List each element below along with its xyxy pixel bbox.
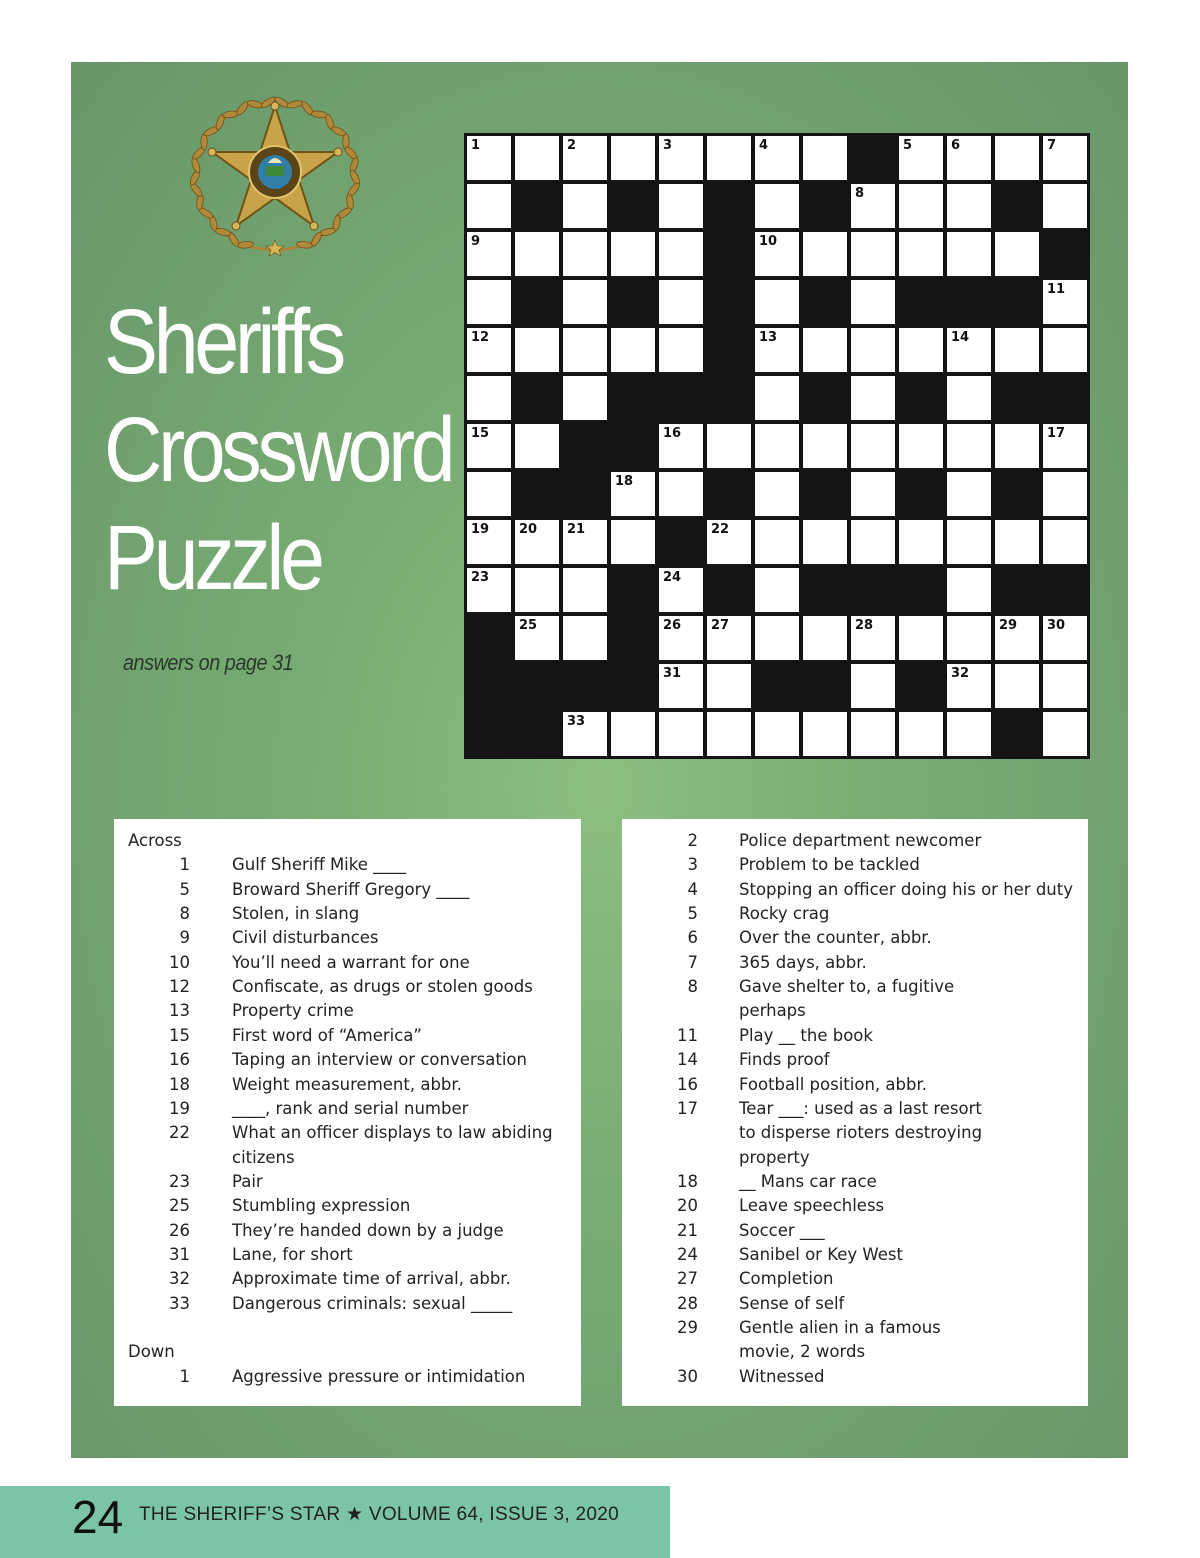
down-clue-number: 24 xyxy=(677,1244,698,1264)
across-clue-number: 23 xyxy=(169,1171,190,1191)
title-line-3: Puzzle xyxy=(104,507,321,609)
across-clue-number: 8 xyxy=(179,904,190,924)
grid-cell[interactable] xyxy=(467,424,511,468)
cell-number: 19 xyxy=(471,522,490,537)
cell-number: 7 xyxy=(1047,138,1057,153)
grid-cell[interactable] xyxy=(1043,712,1087,756)
grid-cell[interactable] xyxy=(659,280,703,324)
down-clue-number: 11 xyxy=(677,1025,698,1045)
down-clue-text: Completion xyxy=(739,1269,834,1289)
grid-cell[interactable] xyxy=(515,616,559,660)
grid-cell[interactable] xyxy=(899,616,943,660)
cell-number: 2 xyxy=(567,138,577,153)
grid-cell[interactable] xyxy=(899,184,943,228)
grid-cell[interactable] xyxy=(947,184,991,228)
across-clue-text: Stumbling expression xyxy=(232,1196,411,1216)
grid-cell[interactable] xyxy=(467,568,511,612)
across-clue-number: 32 xyxy=(169,1269,190,1289)
grid-cell[interactable] xyxy=(995,136,1039,180)
grid-cell[interactable] xyxy=(851,376,895,420)
grid-cell[interactable] xyxy=(995,424,1039,468)
grid-cell[interactable] xyxy=(611,232,655,276)
cell-number: 32 xyxy=(951,666,970,681)
across-clue-text: ____, rank and serial number xyxy=(232,1098,469,1118)
across-clue-number: 16 xyxy=(169,1050,190,1070)
grid-cell[interactable] xyxy=(659,232,703,276)
grid-cell[interactable] xyxy=(947,328,991,372)
grid-cell[interactable] xyxy=(1043,328,1087,372)
grid-cell[interactable] xyxy=(851,616,895,660)
grid-cell[interactable] xyxy=(1043,184,1087,228)
small-star-icon xyxy=(266,240,284,256)
page-title xyxy=(104,288,451,612)
across-clue-text: Approximate time of arrival, abbr. xyxy=(232,1269,511,1289)
down-clue-text: Aggressive pressure or intimidation xyxy=(232,1366,526,1386)
cell-number: 3 xyxy=(663,138,673,153)
across-clue-text: What an officer displays to law abiding xyxy=(232,1123,553,1143)
grid-cell[interactable] xyxy=(947,136,991,180)
cell-number: 14 xyxy=(951,330,970,345)
grid-cell[interactable] xyxy=(707,712,751,756)
cell-number: 17 xyxy=(1047,426,1066,441)
grid-cell[interactable] xyxy=(755,712,799,756)
grid-cell[interactable] xyxy=(803,616,847,660)
down-clue-number: 7 xyxy=(687,952,698,972)
grid-cell[interactable] xyxy=(659,712,703,756)
down-clue-text: Tear ___: used as a last resort xyxy=(739,1098,982,1118)
laurel-leaf xyxy=(247,99,264,109)
grid-cell[interactable] xyxy=(755,616,799,660)
across-clue-number: 10 xyxy=(169,952,190,972)
down-clue-text: Football position, abbr. xyxy=(739,1074,927,1094)
grid-cell[interactable] xyxy=(851,472,895,516)
across-clue-text: Confiscate, as drugs or stolen goods xyxy=(232,977,533,997)
across-clue-text: Civil disturbances xyxy=(232,928,379,948)
grid-cell[interactable] xyxy=(995,328,1039,372)
grid-cell[interactable] xyxy=(1043,472,1087,516)
down-clue-number: 3 xyxy=(687,855,698,875)
down-clue-text: Witnessed xyxy=(739,1366,825,1386)
down-clue-text: Soccer ___ xyxy=(739,1220,825,1240)
down-clue-text: Stopping an officer doing his or her duty xyxy=(739,879,1073,899)
across-clue-number: 15 xyxy=(169,1025,190,1045)
across-clue-text: Property crime xyxy=(232,1001,354,1021)
across-clue-number: 18 xyxy=(169,1074,190,1094)
grid-cell[interactable] xyxy=(563,136,607,180)
grid-cell[interactable] xyxy=(899,712,943,756)
down-clue-number: 28 xyxy=(677,1293,698,1313)
cell-number: 9 xyxy=(471,234,481,249)
grid-cell[interactable] xyxy=(611,328,655,372)
grid-cell[interactable] xyxy=(611,472,655,516)
grid-cell[interactable] xyxy=(611,136,655,180)
grid-cell[interactable] xyxy=(707,520,751,564)
cell-number: 25 xyxy=(519,618,538,633)
grid-cell[interactable] xyxy=(755,568,799,612)
grid-cell[interactable] xyxy=(1043,616,1087,660)
grid-cell[interactable] xyxy=(659,136,703,180)
sheriffs-seal-logo xyxy=(186,92,364,260)
grid-cell[interactable] xyxy=(851,280,895,324)
cell-number: 4 xyxy=(759,138,769,153)
down-clue-text: movie, 2 words xyxy=(739,1342,866,1362)
grid-cell[interactable] xyxy=(947,616,991,660)
across-clue-number: 13 xyxy=(169,1001,190,1021)
down-clue-text: Finds proof xyxy=(739,1050,830,1070)
down-clue-text: Problem to be tackled xyxy=(739,855,920,875)
grid-cell[interactable] xyxy=(707,664,751,708)
grid-cell[interactable] xyxy=(659,568,703,612)
down-clue-number: 6 xyxy=(687,928,698,948)
grid-cell[interactable] xyxy=(851,184,895,228)
cell-number: 29 xyxy=(999,618,1018,633)
grid-cell[interactable] xyxy=(947,712,991,756)
across-clue-text: Taping an interview or conversation xyxy=(232,1050,527,1070)
cell-number: 15 xyxy=(471,426,490,441)
grid-cell[interactable] xyxy=(563,280,607,324)
grid-cell[interactable] xyxy=(899,136,943,180)
grid-cell[interactable] xyxy=(755,280,799,324)
down-clue-number: 16 xyxy=(677,1074,698,1094)
across-clue-text: Gulf Sheriff Mike ____ xyxy=(232,855,407,875)
sheriff-star-badge xyxy=(208,102,342,230)
down-clue-text: perhaps xyxy=(739,1001,806,1021)
down-clue-number: 14 xyxy=(677,1050,698,1070)
down-clue-number: 20 xyxy=(677,1196,698,1216)
across-clue-number: 31 xyxy=(169,1244,190,1264)
across-heading: Across xyxy=(128,831,182,850)
grid-cell[interactable] xyxy=(707,136,751,180)
grid-cell[interactable] xyxy=(851,664,895,708)
laurel-leaf xyxy=(286,99,303,109)
across-clue-number: 33 xyxy=(169,1293,190,1313)
across-clue-text: Pair xyxy=(232,1171,263,1191)
down-clue-number: 17 xyxy=(677,1098,698,1118)
across-clue-number: 25 xyxy=(169,1196,190,1216)
grid-cell[interactable] xyxy=(803,520,847,564)
grid-cell[interactable] xyxy=(947,568,991,612)
across-clue-text: Lane, for short xyxy=(232,1244,353,1264)
down-clue-text: property xyxy=(739,1147,810,1167)
grid-cell[interactable] xyxy=(659,328,703,372)
grid-cell[interactable] xyxy=(995,520,1039,564)
cell-number: 22 xyxy=(711,522,730,537)
across-clue-text: First word of “America” xyxy=(232,1025,422,1045)
down-clue-text: Play __ the book xyxy=(739,1025,873,1045)
grid-cell[interactable] xyxy=(611,520,655,564)
grid-cell[interactable] xyxy=(1043,664,1087,708)
grid-cell[interactable] xyxy=(563,616,607,660)
cell-number: 13 xyxy=(759,330,778,345)
grid-cell[interactable] xyxy=(467,184,511,228)
cell-number: 33 xyxy=(567,714,586,729)
cell-number: 31 xyxy=(663,666,682,681)
across-clue-text: citizens xyxy=(232,1147,295,1167)
grid-cell[interactable] xyxy=(947,232,991,276)
grid-cell[interactable] xyxy=(659,664,703,708)
grid-cell[interactable] xyxy=(755,424,799,468)
across-clue-text: Dangerous criminals: sexual _____ xyxy=(232,1293,513,1313)
across-clues-box xyxy=(114,819,581,1406)
grid-cell[interactable] xyxy=(995,664,1039,708)
grid-cell[interactable] xyxy=(515,136,559,180)
grid-cell[interactable] xyxy=(899,424,943,468)
cell-number: 18 xyxy=(615,474,634,489)
grid-cell[interactable] xyxy=(755,184,799,228)
grid-cell[interactable] xyxy=(707,616,751,660)
grid-cell[interactable] xyxy=(467,376,511,420)
grid-cell[interactable] xyxy=(947,376,991,420)
down-clue-text: 365 days, abbr. xyxy=(739,952,867,972)
down-clue-text: Gave shelter to, a fugitive xyxy=(739,977,955,997)
cell-number: 26 xyxy=(663,618,682,633)
down-clue-number: 21 xyxy=(677,1220,698,1240)
cell-number: 1 xyxy=(471,138,481,153)
across-clue-number: 12 xyxy=(169,977,190,997)
down-clue-text: to disperse rioters destroying xyxy=(739,1123,983,1143)
down-clue-number: 1 xyxy=(179,1366,190,1386)
grid-cell[interactable] xyxy=(563,568,607,612)
grid-cell[interactable] xyxy=(1043,520,1087,564)
across-clue-text: You’ll need a warrant for one xyxy=(232,952,470,972)
grid-cell[interactable] xyxy=(803,424,847,468)
title-line-1: Sheriffs xyxy=(104,291,342,393)
grid-cell[interactable] xyxy=(755,232,799,276)
grid-cell[interactable] xyxy=(803,328,847,372)
grid-cell[interactable] xyxy=(659,616,703,660)
grid-cell[interactable] xyxy=(563,232,607,276)
grid-cell[interactable] xyxy=(899,232,943,276)
grid-cell[interactable] xyxy=(947,424,991,468)
down-clue-number: 29 xyxy=(677,1318,698,1337)
grid-cell[interactable] xyxy=(851,712,895,756)
grid-cell[interactable] xyxy=(563,520,607,564)
across-clue-text: They’re handed down by a judge xyxy=(232,1220,504,1240)
grid-cell[interactable] xyxy=(899,520,943,564)
grid-cell[interactable] xyxy=(1043,424,1087,468)
cell-number: 20 xyxy=(519,522,538,537)
across-clue-number: 22 xyxy=(169,1123,190,1143)
grid-cell[interactable] xyxy=(659,424,703,468)
grid-cell[interactable] xyxy=(1043,280,1087,324)
grid-cell[interactable] xyxy=(467,328,511,372)
down-clue-text: Leave speechless xyxy=(739,1196,885,1216)
grid-cell[interactable] xyxy=(755,328,799,372)
cell-number: 23 xyxy=(471,570,490,585)
crossword-grid xyxy=(464,133,1090,759)
grid-cell[interactable] xyxy=(803,712,847,756)
grid-cell[interactable] xyxy=(755,136,799,180)
footer-publication-text: THE SHERIFF’S STAR ★ VOLUME 64, ISSUE 3, 2020 xyxy=(139,1504,619,1525)
grid-cell[interactable] xyxy=(803,232,847,276)
down-heading: Down xyxy=(128,1342,175,1362)
grid-cell[interactable] xyxy=(899,328,943,372)
down-clue-number: 8 xyxy=(687,977,698,997)
down-clue-text: Over the counter, abbr. xyxy=(739,928,932,948)
down-clue-text: Police department newcomer xyxy=(739,831,982,850)
grid-cell[interactable] xyxy=(611,712,655,756)
grid-cell[interactable] xyxy=(515,424,559,468)
down-clue-number: 18 xyxy=(677,1171,698,1191)
grid-cell[interactable] xyxy=(851,328,895,372)
cell-number: 11 xyxy=(1047,282,1066,297)
across-clue-number: 26 xyxy=(169,1220,190,1240)
down-clue-text: Sense of self xyxy=(739,1293,845,1313)
grid-cell[interactable] xyxy=(803,136,847,180)
laurel-leaf xyxy=(311,110,328,118)
grid-cell[interactable] xyxy=(755,520,799,564)
down-clue-text: __ Mans car race xyxy=(739,1171,877,1191)
grid-cell[interactable] xyxy=(851,424,895,468)
down-clues-box xyxy=(622,819,1088,1406)
answers-note: answers on page 31 xyxy=(123,650,294,675)
down-clue-number: 27 xyxy=(677,1269,698,1289)
cell-number: 10 xyxy=(759,234,778,249)
cell-number: 6 xyxy=(951,138,961,153)
grid-cell[interactable] xyxy=(947,520,991,564)
grid-cell[interactable] xyxy=(995,616,1039,660)
page-number: 24 xyxy=(72,1491,124,1543)
cell-number: 8 xyxy=(855,186,865,201)
grid-cell[interactable] xyxy=(515,568,559,612)
cell-number: 12 xyxy=(471,330,490,345)
grid-cell[interactable] xyxy=(707,424,751,468)
grid-cell[interactable] xyxy=(947,472,991,516)
grid-cell[interactable] xyxy=(659,184,703,228)
grid-cell[interactable] xyxy=(947,664,991,708)
laurel-leaf xyxy=(349,169,362,186)
grid-cell[interactable] xyxy=(659,472,703,516)
down-clue-number: 4 xyxy=(687,879,698,899)
grid-cell[interactable] xyxy=(1043,136,1087,180)
grid-cell[interactable] xyxy=(467,136,511,180)
grid-cell[interactable] xyxy=(563,328,607,372)
grid-cell[interactable] xyxy=(851,520,895,564)
across-clue-number: 5 xyxy=(179,879,190,899)
grid-cell[interactable] xyxy=(467,280,511,324)
title-line-2: Crossword xyxy=(104,399,452,501)
grid-cell[interactable] xyxy=(515,520,559,564)
cell-number: 30 xyxy=(1047,618,1066,633)
laurel-leaf xyxy=(222,110,239,118)
grid-cell[interactable] xyxy=(851,232,895,276)
down-clue-text: Gentle alien in a famous xyxy=(739,1318,941,1337)
down-clue-text: Rocky crag xyxy=(739,904,830,924)
grid-cell[interactable] xyxy=(995,232,1039,276)
across-clue-number: 1 xyxy=(179,855,190,875)
cell-number: 21 xyxy=(567,522,586,537)
cell-number: 5 xyxy=(903,138,913,153)
down-clue-number: 30 xyxy=(677,1366,698,1386)
down-clue-text: Sanibel or Key West xyxy=(739,1244,903,1264)
across-clue-number: 9 xyxy=(179,928,190,948)
down-clue-number: 2 xyxy=(687,831,698,850)
grid-cell[interactable] xyxy=(563,184,607,228)
grid-cell[interactable] xyxy=(467,472,511,516)
grid-cell[interactable] xyxy=(467,520,511,564)
grid-cell[interactable] xyxy=(515,328,559,372)
cell-number: 27 xyxy=(711,618,730,633)
grid-cell[interactable] xyxy=(515,232,559,276)
across-clue-text: Weight measurement, abbr. xyxy=(232,1074,462,1094)
grid-cell[interactable] xyxy=(755,472,799,516)
cell-number: 16 xyxy=(663,426,682,441)
grid-cell[interactable] xyxy=(563,712,607,756)
cell-number: 28 xyxy=(855,618,874,633)
down-clue-number: 5 xyxy=(687,904,698,924)
across-clue-text: Broward Sheriff Gregory ____ xyxy=(232,879,470,899)
grid-cell[interactable] xyxy=(467,232,511,276)
grid-cell[interactable] xyxy=(563,376,607,420)
across-clue-text: Stolen, in slang xyxy=(232,904,360,924)
cell-number: 24 xyxy=(663,570,682,585)
across-clue-number: 19 xyxy=(169,1098,190,1118)
grid-cell[interactable] xyxy=(755,376,799,420)
